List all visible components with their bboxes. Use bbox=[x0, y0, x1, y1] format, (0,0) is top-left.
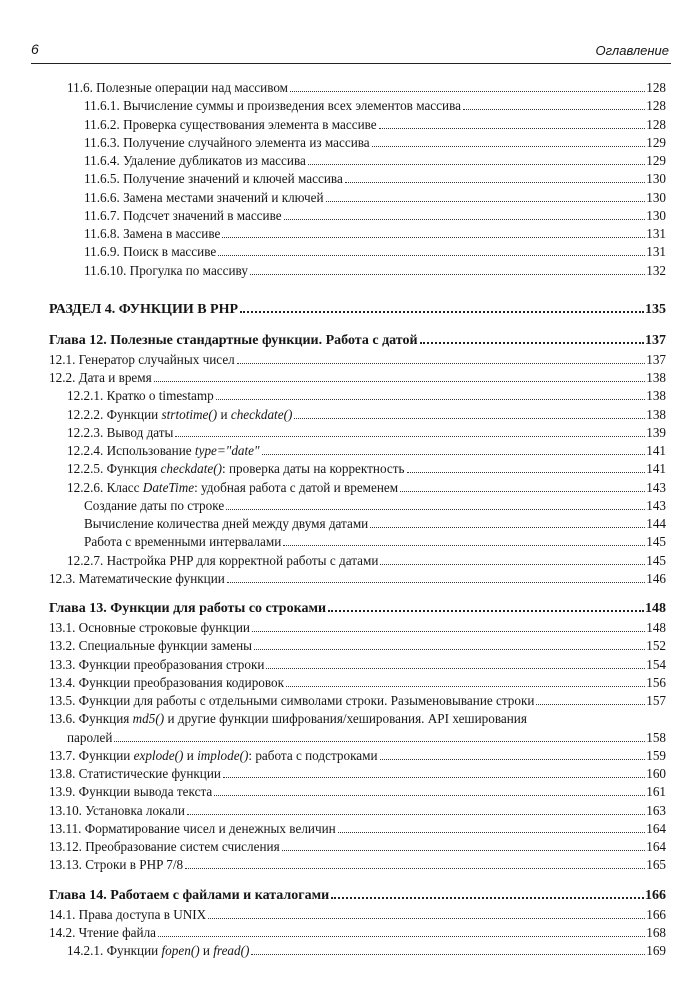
dot-leader bbox=[262, 444, 646, 455]
toc-entry-title: 14.1. Права доступа в UNIX bbox=[49, 906, 207, 922]
page-header bbox=[31, 35, 671, 59]
dot-leader bbox=[326, 191, 646, 202]
title-part: : удобная работа с датой и временем bbox=[194, 479, 399, 495]
toc-entry-11-6-7[interactable] bbox=[49, 207, 666, 225]
toc-page-number: 141 bbox=[646, 461, 666, 477]
dot-leader bbox=[222, 227, 645, 238]
toc-page-number: 129 bbox=[646, 153, 666, 168]
toc-entry-title: 11.6.8. Замена в массиве bbox=[84, 226, 221, 241]
dot-leader bbox=[266, 658, 645, 669]
dot-leader bbox=[372, 136, 646, 147]
toc-entry-12-2-1[interactable] bbox=[49, 387, 666, 405]
toc-entry-12-2[interactable] bbox=[49, 369, 666, 387]
toc-entry-11-6-3[interactable] bbox=[49, 134, 666, 152]
toc-page-number: 163 bbox=[646, 802, 666, 818]
toc-page-number: 138 bbox=[646, 388, 666, 404]
dot-leader bbox=[284, 209, 646, 220]
dot-leader bbox=[420, 332, 644, 344]
toc-entry-title: 11.6.4. Удаление дубликатов из массива bbox=[84, 153, 306, 168]
dot-leader bbox=[290, 81, 645, 92]
toc-entry-title: 11.6.5. Получение значений и ключей массива bbox=[84, 171, 343, 187]
toc-entry-title: 13.2. Специальные функции замены bbox=[49, 638, 253, 654]
title-part: и bbox=[217, 406, 231, 422]
toc-page-number: 145 bbox=[646, 552, 666, 568]
title-part: 12.2.2. Функции bbox=[67, 406, 162, 422]
toc-entry-11-6-2[interactable] bbox=[49, 116, 666, 134]
table-of-contents bbox=[49, 79, 666, 960]
title-part: 12.2.4. Использование bbox=[67, 443, 195, 458]
dot-leader bbox=[380, 749, 646, 760]
dot-leader bbox=[214, 785, 645, 796]
dot-leader bbox=[237, 353, 645, 364]
toc-entry-13-13[interactable] bbox=[49, 856, 666, 874]
toc-entry-title: 13.10. Установка локали bbox=[49, 802, 185, 818]
toc-entry-title: Глава 12. Полезные стандартные функции. Работа с датой bbox=[49, 332, 418, 348]
toc-entry-11-6-4[interactable] bbox=[49, 152, 666, 170]
toc-entry-13-6[interactable] bbox=[49, 710, 666, 728]
toc-entry-13-12[interactable] bbox=[49, 838, 666, 856]
dot-leader bbox=[227, 572, 645, 583]
toc-entry-title bbox=[67, 942, 249, 960]
title-part: 13.7. Функции bbox=[49, 747, 134, 763]
title-part: 12.2.5. Функция bbox=[67, 461, 161, 477]
function-name: checkdate() bbox=[160, 461, 223, 477]
header-rule bbox=[31, 63, 671, 64]
toc-page-number: 159 bbox=[646, 747, 666, 763]
toc-entry-13-8[interactable] bbox=[49, 765, 666, 783]
toc-entry-title: 11.6.3. Получение случайного элемента из массива bbox=[84, 134, 370, 150]
toc-entry-13-1[interactable] bbox=[49, 619, 666, 637]
toc-chapter-13[interactable] bbox=[49, 599, 666, 619]
toc-entry-title: Вычисление количества дней между двумя датами bbox=[84, 516, 369, 531]
dot-leader bbox=[223, 767, 645, 778]
toc-entry-title: 13.8. Статистические функции bbox=[49, 766, 221, 781]
toc-page-number: 161 bbox=[646, 784, 666, 800]
dot-leader bbox=[250, 264, 645, 275]
toc-entry-title: 11.6.6. Замена местами значений и ключей bbox=[84, 189, 324, 205]
toc-entry-12-2-4[interactable] bbox=[49, 442, 666, 460]
function-name: checkdate() bbox=[230, 406, 293, 422]
toc-page-number: 166 bbox=[645, 887, 666, 903]
dot-leader bbox=[251, 944, 645, 955]
title-part: и другие функции шифрования/хеширования. API хеширования bbox=[164, 711, 527, 727]
toc-entry-12-2-3[interactable] bbox=[49, 424, 666, 442]
dot-leader bbox=[282, 840, 646, 851]
dot-leader bbox=[308, 154, 645, 165]
dot-leader bbox=[379, 118, 646, 129]
toc-page-number: 132 bbox=[646, 262, 666, 278]
toc-entry-title bbox=[49, 747, 378, 765]
dot-leader bbox=[345, 172, 645, 183]
toc-page-number: 138 bbox=[646, 406, 666, 422]
toc-entry-12-2-7[interactable] bbox=[49, 552, 666, 570]
toc-page-number: 166 bbox=[646, 906, 666, 922]
title-part: и bbox=[199, 943, 214, 958]
toc-entry-title: 11.6.9. Поиск в массиве bbox=[84, 244, 217, 260]
toc-page-number: 148 bbox=[645, 601, 666, 616]
dot-leader bbox=[252, 621, 645, 632]
title-part: : работа с подстроками bbox=[248, 747, 378, 763]
dot-leader bbox=[216, 389, 646, 400]
toc-page-number: 169 bbox=[646, 943, 666, 958]
function-name: fopen() bbox=[161, 943, 200, 958]
dot-leader bbox=[240, 301, 644, 313]
toc-page-number: 129 bbox=[646, 134, 666, 150]
toc-entry-title: 13.9. Функции вывода текста bbox=[49, 784, 213, 800]
toc-subentry-2[interactable] bbox=[49, 515, 666, 533]
toc-page-number: 158 bbox=[646, 729, 666, 745]
toc-entry-14-2-1[interactable] bbox=[49, 942, 666, 960]
toc-entry-title: паролей bbox=[67, 729, 113, 745]
toc-entry-title: 13.3. Функции преобразования строки bbox=[49, 656, 265, 672]
toc-entry-13-9[interactable] bbox=[49, 783, 666, 801]
dot-leader bbox=[185, 858, 645, 869]
toc-entry-13-10[interactable] bbox=[49, 802, 666, 820]
toc-entry-title: 12.1. Генератор случайных чисел bbox=[49, 351, 235, 367]
toc-entry-title: 12.2. Дата и время bbox=[49, 370, 152, 385]
toc-page-number: 143 bbox=[646, 479, 666, 495]
toc-entry-title: РАЗДЕЛ 4. ФУНКЦИИ В PHP bbox=[49, 301, 239, 317]
function-name: explode() bbox=[133, 747, 184, 763]
toc-entry-title: 14.2. Чтение файла bbox=[49, 924, 157, 940]
toc-entry-13-2[interactable] bbox=[49, 637, 666, 655]
toc-chapter-12[interactable] bbox=[49, 331, 666, 351]
title-part: 14.2.1. Функции bbox=[67, 943, 162, 958]
dot-leader bbox=[463, 99, 645, 110]
toc-page-number: 138 bbox=[646, 370, 666, 385]
toc-entry-title: Глава 13. Функции для работы со строками bbox=[49, 601, 327, 616]
dot-leader bbox=[331, 887, 644, 899]
dot-leader bbox=[226, 499, 645, 510]
toc-page-number: 131 bbox=[646, 226, 666, 241]
toc-entry-11-6-6[interactable] bbox=[49, 189, 666, 207]
function-name: md5() bbox=[132, 711, 165, 727]
toc-entry-title: 13.12. Преобразование систем счисления bbox=[49, 839, 280, 854]
toc-entry-14-2[interactable] bbox=[49, 924, 666, 942]
toc-page-number: 130 bbox=[646, 207, 666, 223]
toc-entry-11-6-8[interactable] bbox=[49, 225, 666, 243]
toc-subentry-3[interactable] bbox=[49, 533, 666, 551]
class-name: DateTime bbox=[142, 479, 195, 495]
toc-entry-12-1[interactable] bbox=[49, 351, 666, 369]
dot-leader bbox=[154, 371, 646, 382]
toc-entry-title: 12.3. Математические функции bbox=[49, 570, 225, 586]
dot-leader bbox=[380, 554, 645, 565]
toc-entry-title: 11.6.1. Вычисление суммы и произведения всех элементов массива bbox=[84, 98, 461, 114]
toc-page-number: 141 bbox=[646, 443, 666, 458]
dot-leader bbox=[286, 676, 645, 687]
toc-entry-title: 11.6.2. Проверка существования элемента в массиве bbox=[84, 116, 377, 132]
toc-page-number: 137 bbox=[646, 351, 666, 367]
toc-part-4[interactable] bbox=[49, 300, 666, 320]
toc-entry-13-5[interactable] bbox=[49, 692, 666, 710]
toc-chapter-14[interactable] bbox=[49, 886, 666, 906]
dot-leader bbox=[208, 908, 645, 919]
dot-leader bbox=[187, 804, 645, 815]
toc-page-number: 156 bbox=[646, 674, 666, 690]
function-name: strtotime() bbox=[161, 406, 218, 422]
toc-entry-13-3[interactable] bbox=[49, 656, 666, 674]
toc-page-number: 130 bbox=[646, 189, 666, 205]
toc-entry-12-3[interactable] bbox=[49, 570, 666, 588]
toc-entry-11-6-10[interactable] bbox=[49, 262, 666, 280]
toc-entry-11-6-1[interactable] bbox=[49, 97, 666, 115]
toc-entry-title: 12.2.3. Вывод даты bbox=[67, 424, 174, 440]
toc-page-number: 130 bbox=[646, 171, 666, 187]
toc-entry-title: 12.2.7. Настройка PHP для корректной работы с датами bbox=[67, 552, 379, 568]
toc-page-number: 143 bbox=[646, 497, 666, 513]
toc-page-number: 168 bbox=[646, 924, 666, 940]
toc-entry-title bbox=[67, 479, 398, 497]
toc-subentry-1[interactable] bbox=[49, 497, 666, 515]
toc-entry-title: 13.1. Основные строковые функции bbox=[49, 620, 250, 635]
function-name: fread() bbox=[213, 943, 250, 958]
toc-entry-title: Работа с временными интервалами bbox=[84, 534, 282, 550]
toc-entry-title: 13.5. Функции для работы с отдельными символами строки. Разыменовывание строки bbox=[49, 693, 535, 708]
toc-entry-title bbox=[67, 406, 292, 424]
toc-page-number: 148 bbox=[646, 620, 666, 635]
toc-entry-13-4[interactable] bbox=[49, 674, 666, 692]
toc-entry-title bbox=[67, 442, 260, 460]
code-fragment: type="date" bbox=[194, 443, 260, 458]
toc-entry-13-11[interactable] bbox=[49, 820, 666, 838]
toc-page-number: 139 bbox=[646, 424, 666, 440]
running-head: Оглавление bbox=[595, 43, 669, 58]
toc-entry-title bbox=[67, 460, 405, 478]
toc-page-number: 128 bbox=[646, 116, 666, 132]
toc-entry-14-1[interactable] bbox=[49, 906, 666, 924]
dot-leader bbox=[328, 600, 644, 612]
page-number: 6 bbox=[31, 41, 39, 57]
toc-entry-title: 11.6.7. Подсчет значений в массиве bbox=[84, 207, 282, 223]
toc-entry-title: 13.13. Строки в PHP 7/8 bbox=[49, 857, 184, 873]
toc-entry-title: Создание даты по строке bbox=[84, 497, 225, 513]
toc-entry-title: 12.2.1. Кратко о timestamp bbox=[67, 388, 214, 404]
toc-entry-12-2-2[interactable] bbox=[49, 406, 666, 424]
dot-leader bbox=[254, 639, 645, 650]
dot-leader bbox=[283, 535, 645, 546]
title-part: и bbox=[183, 747, 198, 763]
toc-entry-11-6[interactable] bbox=[49, 79, 666, 97]
toc-page-number: 144 bbox=[646, 516, 666, 531]
dot-leader bbox=[338, 822, 646, 833]
toc-page-number: 146 bbox=[646, 570, 666, 586]
dot-leader bbox=[400, 481, 645, 492]
toc-page-number: 128 bbox=[646, 80, 666, 95]
toc-page-number: 164 bbox=[646, 820, 666, 836]
toc-entry-11-6-9[interactable] bbox=[49, 243, 666, 261]
toc-page-number: 164 bbox=[646, 839, 666, 854]
toc-entry-title: Глава 14. Работаем с файлами и каталогами bbox=[49, 887, 330, 903]
toc-page-number: 145 bbox=[646, 534, 666, 550]
toc-page-number: 152 bbox=[646, 638, 666, 654]
dot-leader bbox=[407, 462, 646, 473]
toc-entry-title: 11.6. Полезные операции над массивом bbox=[67, 80, 289, 95]
dot-leader bbox=[175, 426, 645, 437]
dot-leader bbox=[536, 694, 645, 705]
toc-page-number: 157 bbox=[646, 693, 666, 708]
dot-leader bbox=[370, 517, 645, 528]
title-part: : проверка даты на корректность bbox=[222, 461, 405, 477]
toc-entry-13-7[interactable] bbox=[49, 747, 666, 765]
toc-entry-12-2-6[interactable] bbox=[49, 479, 666, 497]
toc-page-number: 137 bbox=[645, 332, 666, 348]
toc-page-number: 160 bbox=[646, 766, 666, 781]
toc-entry-12-2-5[interactable] bbox=[49, 460, 666, 478]
toc-entry-title: 11.6.10. Прогулка по массиву bbox=[84, 262, 248, 278]
toc-entry-11-6-5[interactable] bbox=[49, 170, 666, 188]
dot-leader bbox=[294, 408, 645, 419]
toc-page-number: 135 bbox=[645, 301, 666, 317]
toc-entry-13-6-continued[interactable] bbox=[49, 729, 666, 747]
title-part: 13.6. Функция bbox=[49, 711, 133, 727]
dot-leader bbox=[218, 245, 645, 256]
function-name: implode() bbox=[197, 747, 249, 763]
toc-entry-title: 13.11. Форматирование чисел и денежных величин bbox=[49, 820, 336, 836]
title-part: 12.2.6. Класс bbox=[67, 479, 143, 495]
dot-leader bbox=[158, 926, 645, 937]
toc-entry-title: 13.4. Функции преобразования кодировок bbox=[49, 674, 285, 690]
toc-page-number: 131 bbox=[646, 244, 666, 260]
toc-page-number: 165 bbox=[646, 857, 666, 873]
dot-leader bbox=[114, 731, 645, 742]
toc-page-number: 128 bbox=[646, 98, 666, 114]
toc-page-number: 154 bbox=[646, 656, 666, 672]
